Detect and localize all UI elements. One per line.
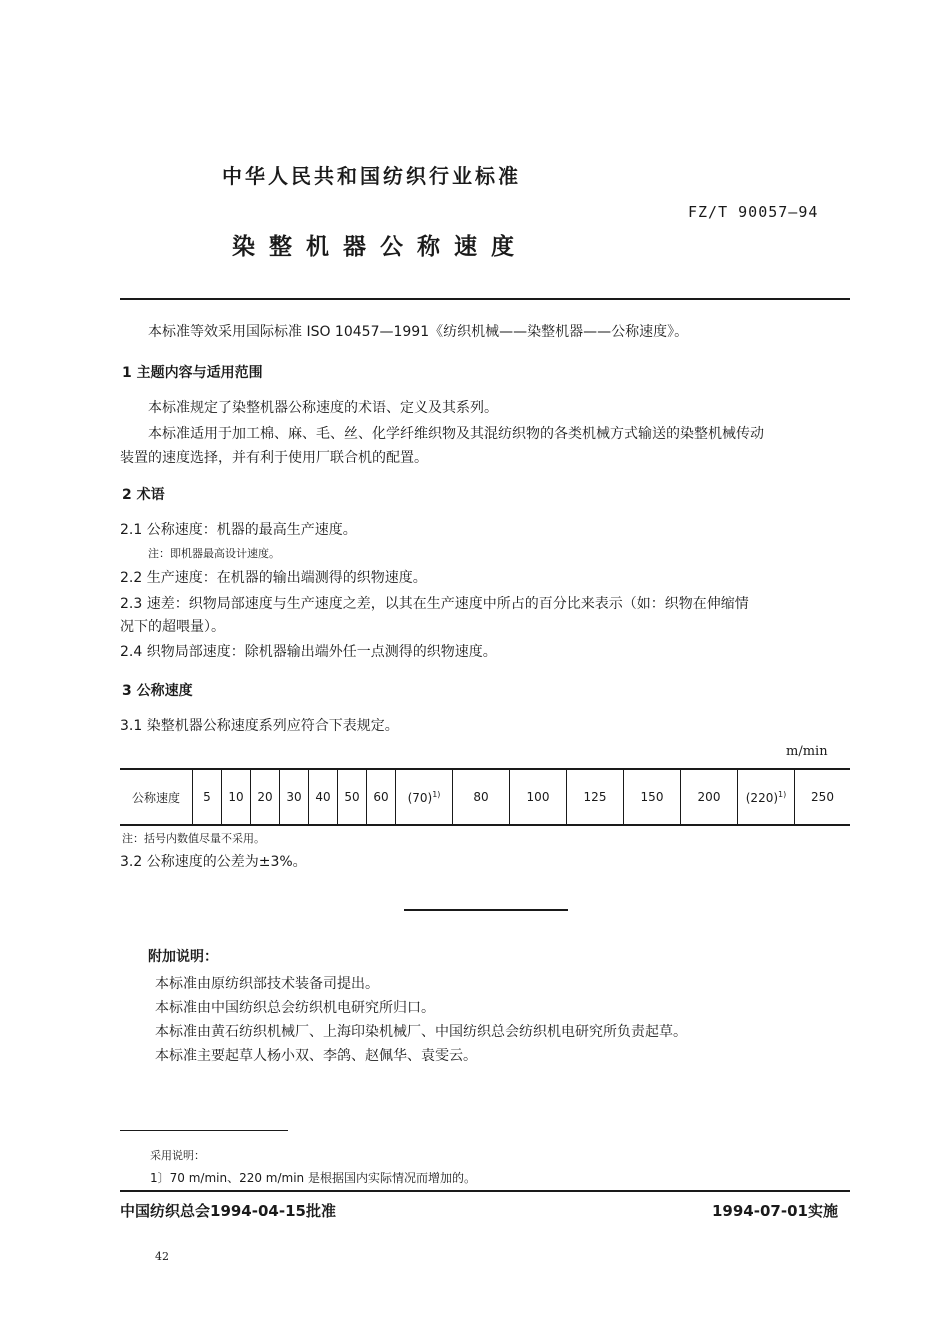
effective-date: 1994-07-01实施 bbox=[712, 1202, 838, 1220]
table-unit: m/min bbox=[786, 744, 828, 759]
table-cell: 40 bbox=[309, 769, 338, 825]
footnote-mark: 1) bbox=[432, 789, 441, 799]
footnote-text: 1〕70 m/min、220 m/min 是根据国内实际情况而增加的。 bbox=[150, 1171, 476, 1185]
intro-paragraph: 本标准等效采用国际标准 ISO 10457—1991《纺织机械——染整机器——公称速度》。 bbox=[148, 324, 689, 340]
section-1-paragraph-1: 本标准规定了染整机器公称速度的术语、定义及其系列。 bbox=[148, 400, 498, 416]
end-rule bbox=[404, 909, 568, 911]
term-2-1: 2.1 公称速度：机器的最高生产速度。 bbox=[120, 522, 357, 538]
clause-3-1: 3.1 染整机器公称速度系列应符合下表规定。 bbox=[120, 718, 399, 734]
table-row bbox=[120, 769, 850, 825]
table-cell: 250 bbox=[795, 769, 851, 825]
additional-line: 本标准主要起草人杨小双、李鸽、赵佩华、袁雯云。 bbox=[155, 1048, 477, 1064]
table-cell: 30 bbox=[280, 769, 309, 825]
section-1-paragraph-2-cont: 装置的速度选择，并有利于使用厂联合机的配置。 bbox=[120, 450, 428, 466]
footnote-rule bbox=[120, 1130, 288, 1131]
speed-table bbox=[120, 768, 850, 826]
standard-category: 中华人民共和国纺织行业标准 bbox=[222, 164, 521, 188]
row-label: 公称速度 bbox=[131, 790, 180, 805]
table-cell: 20 bbox=[251, 769, 280, 825]
section-3-heading: 3 公称速度 bbox=[122, 683, 193, 699]
table-cell: 60 bbox=[367, 769, 396, 825]
table-cell: $(70)^{1)}$ bbox=[396, 769, 453, 825]
table-cell: 50 bbox=[338, 769, 367, 825]
term-2-3-cont: 况下的超喂量）。 bbox=[120, 619, 225, 635]
section-1-paragraph-2: 本标准适用于加工棉、麻、毛、丝、化学纤维织物及其混纺织物的各类机械方式输送的染整机械传动 bbox=[148, 426, 764, 442]
standard-number: FZ/T 90057—94 bbox=[688, 203, 819, 221]
term-2-4: 2.4 织物局部速度：除机器输出端外任一点测得的织物速度。 bbox=[120, 644, 497, 660]
section-1-heading: 1 主题内容与适用范围 bbox=[122, 365, 263, 381]
table-note: 注：括号内数值尽量不采用。 bbox=[122, 832, 265, 845]
table-cell: 10 bbox=[222, 769, 251, 825]
table-cell: $(220)^{1)}$ bbox=[738, 769, 795, 825]
term-2-2: 2.2 生产速度：在机器的输出端测得的织物速度。 bbox=[120, 570, 427, 586]
additional-line: 本标准由黄石纺织机械厂、上海印染机械厂、中国纺织总会纺织机电研究所负责起草。 bbox=[155, 1024, 687, 1040]
term-2-1-note: 注：即机器最高设计速度。 bbox=[148, 547, 280, 560]
table-cell: 125 bbox=[567, 769, 624, 825]
page-number: 42 bbox=[155, 1250, 169, 1263]
table-cell: 150 bbox=[624, 769, 681, 825]
clause-3-2: 3.2 公称速度的公差为±3%。 bbox=[120, 854, 307, 870]
additional-line: 本标准由中国纺织总会纺织机电研究所归口。 bbox=[155, 1000, 435, 1016]
approval-date: 中国纺织总会1994-04-15批准 bbox=[120, 1202, 336, 1220]
additional-heading: 附加说明： bbox=[148, 949, 218, 965]
footnote-title: 采用说明： bbox=[150, 1149, 205, 1162]
header-rule bbox=[120, 298, 850, 300]
section-2-heading: 2 术语 bbox=[122, 487, 165, 503]
footnote-mark: 1) bbox=[778, 789, 787, 799]
footer-rule bbox=[120, 1190, 850, 1192]
table-cell: 100 bbox=[510, 769, 567, 825]
table-cell: 200 bbox=[681, 769, 738, 825]
additional-line: 本标准由原纺织部技术装备司提出。 bbox=[155, 976, 379, 992]
document-title: 染整机器公称速度 bbox=[232, 234, 528, 260]
term-2-3: 2.3 速差：织物局部速度与生产速度之差，以其在生产速度中所占的百分比来表示（如：织物在伸缩情 bbox=[120, 596, 749, 612]
table-cell: 5 bbox=[193, 769, 222, 825]
table-cell: 80 bbox=[453, 769, 510, 825]
